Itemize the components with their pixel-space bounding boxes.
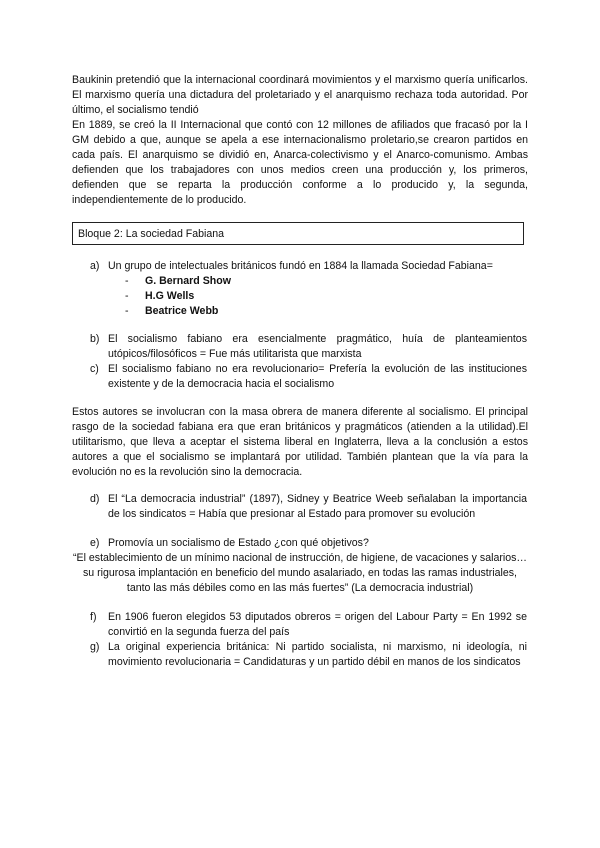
block-title-box bbox=[72, 222, 524, 245]
list-item-a bbox=[90, 259, 527, 274]
list-item-text: Un grupo de intelectuales británicos fundó en 1884 la llamada Sociedad Fabiana= bbox=[108, 260, 493, 272]
member-item bbox=[125, 304, 218, 319]
list-item-text: En 1906 fueron elegidos 53 diputados obreros = origen del Labour Party = En 1992 se convirtió en la segunda fuerza del país bbox=[108, 611, 527, 638]
list-item-b bbox=[90, 332, 527, 362]
list-marker: a) bbox=[90, 260, 100, 272]
list-item-text: La original experiencia británica: Ni partido socialista, ni marxismo, ni ideología, ni movimiento revolucionaria = Candidaturas y un partido débil en manos de los sindicatos bbox=[108, 641, 527, 668]
member-item bbox=[125, 289, 194, 304]
list-item-text: El socialismo fabiano era esencialmente pragmático, huía de planteamientos utópicos/filosóficos = Fue más utilitarista que marxista bbox=[108, 333, 527, 360]
list-marker: c) bbox=[90, 363, 99, 375]
list-item-f bbox=[90, 610, 527, 640]
list-item-text: Promovía un socialismo de Estado ¿con qué objetivos? bbox=[108, 537, 369, 549]
member-name: Beatrice Webb bbox=[145, 305, 219, 317]
list-marker: e) bbox=[90, 537, 100, 549]
list-item-g bbox=[90, 640, 527, 670]
middle-paragraph: Estos autores se involucran con la masa obrera de manera diferente al socialismo. El principal rasgo de la sociedad fabiana era que eran británicos y pragmáticos (atienden a la utilidad).El utilitarismo, que lleva a aceptar el sistema liberal en Inglaterra, lleva a la conclusión a estos autores a que el socialismo se implantará por utilidad. También plantean que la vía para la evolución no es la revolución sino la democracia. bbox=[72, 406, 528, 478]
list-marker: f) bbox=[90, 611, 97, 623]
quote-text: “El establecimiento de un mínimo nacional de instrucción, de higiene, de vacaciones y salarios…su rigurosa implantación en beneficio del mundo asalariado, en todas las ramas industriales, tanto las más débiles como en las más fuertes” (La democracia industrial) bbox=[72, 552, 527, 594]
list-item-e bbox=[90, 536, 527, 551]
list-marker: d) bbox=[90, 493, 100, 505]
list-marker: b) bbox=[90, 333, 100, 345]
dash-bullet: - bbox=[125, 305, 129, 317]
middle-section bbox=[72, 405, 528, 480]
dash-bullet: - bbox=[125, 275, 129, 287]
list-item-c bbox=[90, 362, 527, 392]
intro-section bbox=[72, 73, 528, 208]
member-name: H.G Wells bbox=[145, 290, 195, 302]
list-item-d bbox=[90, 492, 527, 522]
quote-block bbox=[72, 551, 528, 596]
list-item-text: El socialismo fabiano no era revolucionario= Prefería la evolución de las instituciones existente y de la democracia hacia el socialismo bbox=[108, 363, 527, 390]
intro-paragraph-2: En 1889, se creó la II Internacional que contó con 12 millones de afiliados que fracasó por la I GM debido a que, aunque se apela a ese internacionalismo proletario,se crearon partidos en cada país. El anarquismo se dividió en, Anarca-colectivismo y el Anarco-comunismo. Ambas defienden que los trabajadores con unos medios creen una producción y, los primeros, defienden que se reparta la producción conforme a lo producido y, la segunda, independientemente de lo producido. bbox=[72, 119, 528, 206]
block-title: Bloque 2: La sociedad Fabiana bbox=[78, 228, 225, 240]
dash-bullet: - bbox=[125, 290, 129, 302]
list-item-text: El “La democracia industrial” (1897), Sidney y Beatrice Weeb señalaban la importancia de los sindicatos = Había que presionar al Estado para promover su evolución bbox=[108, 493, 527, 520]
member-name: G. Bernard Show bbox=[145, 275, 231, 287]
intro-paragraph-1: Baukinin pretendió que la internacional coordinará movimientos y el marxismo quería unificarlos. El marxismo quería una dictadura del proletariado y el anarquismo rechaza toda autoridad. Por último, el socialismo tendió bbox=[72, 74, 528, 116]
list-marker: g) bbox=[90, 641, 100, 653]
member-item bbox=[125, 274, 231, 289]
